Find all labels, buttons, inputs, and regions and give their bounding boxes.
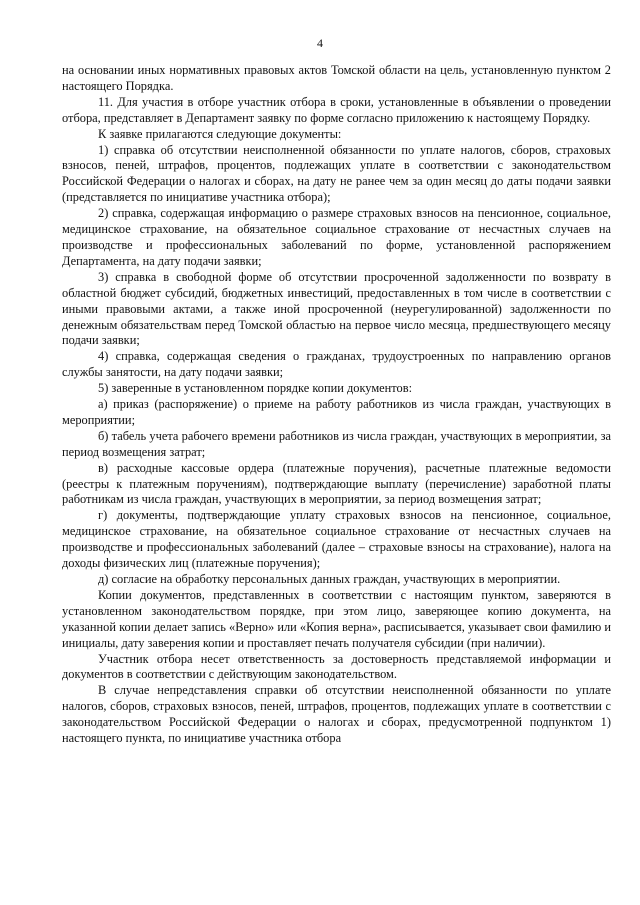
paragraph: на основании иных нормативных правовых актов Томской области на цель, установленную пунктом 2 настоящего Порядка.	[62, 63, 611, 93]
page-number: 4	[317, 36, 323, 50]
paragraph: 11. Для участия в отборе участник отбора в сроки, установленные в объявлении о проведении отбора, представляет в Департамент заявку по форме согласно приложению к настоящему Порядку.	[62, 94, 611, 125]
document-body	[62, 63, 611, 747]
paragraph: 2) справка, содержащая информацию о размере страховых взносов на пенсионное, социальное, медицинское страхование, на обязательное социальное страхование от несчастных случаев на производстве и профессиональных заболеваний по форме, установленной распоряжением Департамента, на дату подачи заявки;	[62, 206, 611, 268]
paragraph: Копии документов, представленных в соответствии с настоящим пунктом, заверяются в установленном законодательством порядке, при этом лицо, заверяющее копию документа, на указанной копии делает запись «Верно» или «Копия верна», расписывается, указывает свои фамилию и инициалы, дату заверения копии и проставляет печать получателя субсидии (при наличии).	[62, 587, 611, 650]
paragraph: в) расходные кассовые ордера (платежные поручения), расчетные платежные ведомости (реестры к платежным поручениям), подтверждающие выплату (перечисление) заработной платы работникам из числа граждан, участвующих в мероприятии, за период возмещения затрат;	[62, 460, 611, 507]
paragraph: г) документы, подтверждающие уплату страховых взносов на пенсионное, социальное, медицинское страхование, на обязательное социальное страхование от несчастных случаев на производстве и профессиональных заболеваний (далее – страховые взносы на страхование), налога на доходы физических лиц (платежные поручения);	[62, 508, 611, 571]
paragraph: 4) справка, содержащая сведения о гражданах, трудоустроенных по направлению органов службы занятости, на дату подачи заявки;	[62, 349, 611, 380]
paragraph: б) табель учета рабочего времени работников из числа граждан, участвующих в мероприятии, за период возмещения затрат;	[62, 428, 611, 459]
paragraph: 3) справка в свободной форме об отсутствии просроченной задолженности по возврату в областной бюджет субсидий, бюджетных инвестиций, предоставленных в том числе в соответствии с иными правовыми актами, а также иной просроченной (неурегулированной) задолженности по денежным обязательствам перед Томской областью на первое число месяца, предшествующего месяцу подачи заявки;	[62, 269, 611, 348]
paragraph: В случае непредставления справки об отсутствии неисполненной обязанности по уплате налогов, сборов, страховых взносов, пеней, штрафов, процентов, подлежащих уплате в соответствии с законодательством Российской Федерации о налогах и сборах, предусмотренной подпунктом 1) настоящего пункта, по инициативе участника отбора	[62, 683, 611, 746]
paragraph: д) согласие на обработку персональных данных граждан, участвующих в мероприятии.	[98, 572, 561, 586]
paragraph: К заявке прилагаются следующие документы:	[98, 126, 342, 141]
paragraph: 5) заверенные в установленном порядке копии документов:	[98, 381, 413, 396]
paragraph: 1) справка об отсутствии неисполненной обязанности по уплате налогов, сборов, страховых взносов, пеней, штрафов, процентов, подлежащих уплате в соответствии с законодательством Российской Федерации о налогах и сборах, на дату не ранее чем за один месяц до даты подачи заявки (представляется по инициативе участника отбора);	[62, 142, 611, 205]
paragraph: а) приказ (распоряжение) о приеме на работу работников из числа граждан, участвующих в мероприятии;	[62, 397, 611, 427]
paragraph: Участник отбора несет ответственность за достоверность представляемой информации и документов в соответствии с действующим законодательством.	[62, 651, 611, 682]
